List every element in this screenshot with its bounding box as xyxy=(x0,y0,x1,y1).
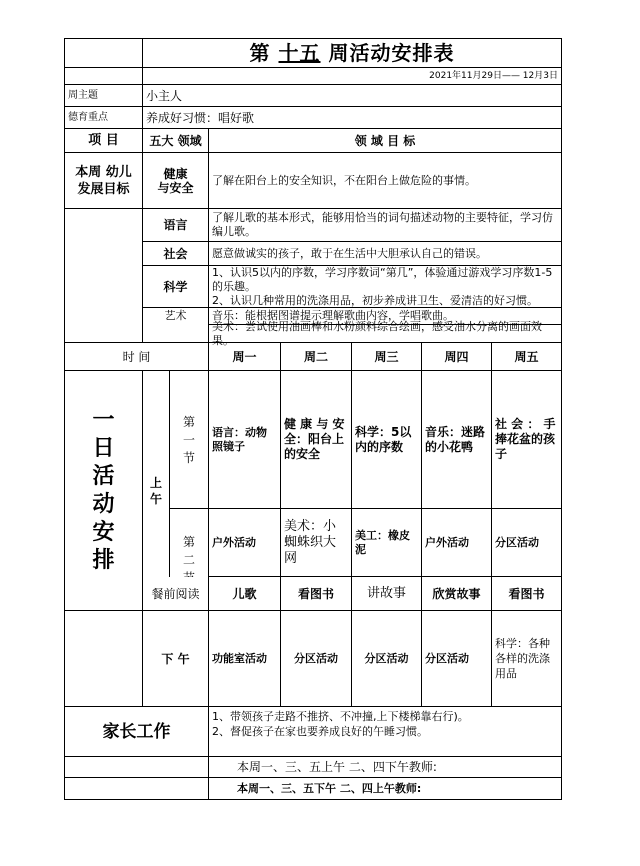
parents-line-2: 2、督促孩子在家也要养成良好的午睡习惯。 xyxy=(212,725,428,738)
domain-language: 语言 xyxy=(143,209,209,242)
afternoon-mon: 功能室活动 xyxy=(209,611,281,707)
period2-mon: 户外活动 xyxy=(209,509,281,577)
period1-tue: 健 康 与 安全：阳台上的安全 xyxy=(281,371,352,509)
period2-fri: 分区活动 xyxy=(492,509,561,577)
goal-language: 了解儿歌的基本形式，能够用恰当的词句描述动物的主要特征，学习仿编儿歌。 xyxy=(209,209,561,242)
period1-mon: 语言：动物照镜子 xyxy=(209,371,281,509)
domain-society: 社会 xyxy=(143,242,209,266)
goal-art: 美术：尝试使用油画棒和水粉颜料综合绘画，感受油水分离的画面效果。 xyxy=(209,325,561,343)
day-thu: 周四 xyxy=(422,343,492,371)
day-wed: 周三 xyxy=(352,343,422,371)
period2-wed: 美工：橡皮泥 xyxy=(352,509,422,577)
title-left-cell xyxy=(65,39,143,68)
column-domains: 五大 领域 xyxy=(143,129,209,153)
afternoon-label: 下 午 xyxy=(143,611,209,707)
domain-science: 科学 xyxy=(143,266,209,308)
parents-line-1: 1、带领孩子走路不推挤、不冲撞,上下楼梯靠右行)。 xyxy=(212,710,469,723)
teachers-left-2 xyxy=(65,778,209,799)
afternoon-wed: 分区活动 xyxy=(352,611,422,707)
domain-art: 艺术 xyxy=(143,308,209,343)
morning-label: 上午 xyxy=(143,371,170,611)
title-prefix: 第 xyxy=(249,41,271,65)
date-range: 2021年11月29日—— 12月3日 xyxy=(143,68,561,85)
afternoon-tue: 分区活动 xyxy=(281,611,352,707)
moral-label: 德育重点 xyxy=(65,107,143,129)
period1-fri: 社 会 ： 手捧花盆的孩子 xyxy=(492,371,561,509)
reading-mon: 儿歌 xyxy=(209,577,281,611)
day-fri: 周五 xyxy=(492,343,561,371)
afternoon-fri: 科学：各种各样的洗涤用品 xyxy=(492,611,561,707)
theme-value: 小主人 xyxy=(143,85,561,107)
theme-label: 周主题 xyxy=(65,85,143,107)
parents-label: 家长工作 xyxy=(65,707,209,757)
period2-thu: 户外活动 xyxy=(422,509,492,577)
column-item: 项 目 xyxy=(65,129,143,153)
period2-label: 第二 xyxy=(170,509,209,611)
day-mon: 周一 xyxy=(209,343,281,371)
date-left-cell xyxy=(65,68,143,85)
time-label: 时 间 xyxy=(65,343,209,371)
development-label-fill xyxy=(65,209,143,343)
teachers-line-2: 本周一、三、五下午 二、四上午教师: xyxy=(237,781,422,795)
page-title xyxy=(143,39,561,68)
period1-label: 第一节 xyxy=(170,371,209,509)
reading-thu: 欣赏故事 xyxy=(422,577,492,611)
reading-fri: 看图书 xyxy=(492,577,561,611)
afternoon-thu: 分区活动 xyxy=(422,611,492,707)
teachers-left-1 xyxy=(65,757,209,778)
title-suffix: 周活动安排表 xyxy=(328,41,455,65)
period1-thu: 音乐：迷路的小花鸭 xyxy=(422,371,492,509)
day-tue: 周二 xyxy=(281,343,352,371)
goal-science: 1、认识5以内的序数，学习序数词“第几”，体验通过游戏学习序数1-5的乐趣。 2、认识几种常用的洗涤用品，初步养成讲卫生、爱清洁的好习惯。 xyxy=(209,266,561,308)
reading-wed: 讲故事 xyxy=(352,577,422,611)
goal-health: 了解在阳台上的安全知识，不在阳台上做危险的事情。 xyxy=(209,153,561,209)
daily-activity-label: 一日活动安排 xyxy=(65,371,143,611)
reading-tue: 看图书 xyxy=(281,577,352,611)
development-label: 本周 幼儿 发展目标 xyxy=(65,153,143,209)
goal-music: 音乐：能根据图谱提示理解歌曲内容，学唱歌曲。 xyxy=(209,308,561,325)
parents-content xyxy=(209,707,561,757)
domain-health: 健康 与安全 xyxy=(143,153,209,209)
goal-society: 愿意做诚实的孩子，敢于在生活中大胆承认自己的错误。 xyxy=(209,242,561,266)
reading-label: 餐前阅读 xyxy=(143,577,209,611)
teachers-line-1: 本周一、三、五上午 二、四下午教师: xyxy=(209,757,561,778)
week-number: 十五 xyxy=(278,41,321,65)
period1-wed: 科学：5以内的序数 xyxy=(352,371,422,509)
afternoon-left-cell xyxy=(65,611,143,707)
moral-value: 养成好习惯：唱好歌 xyxy=(143,107,561,129)
column-goals: 领 域 目 标 xyxy=(209,129,561,153)
schedule-table xyxy=(64,38,562,800)
period2-tue: 美术：小蜘蛛织大网 xyxy=(281,509,352,577)
